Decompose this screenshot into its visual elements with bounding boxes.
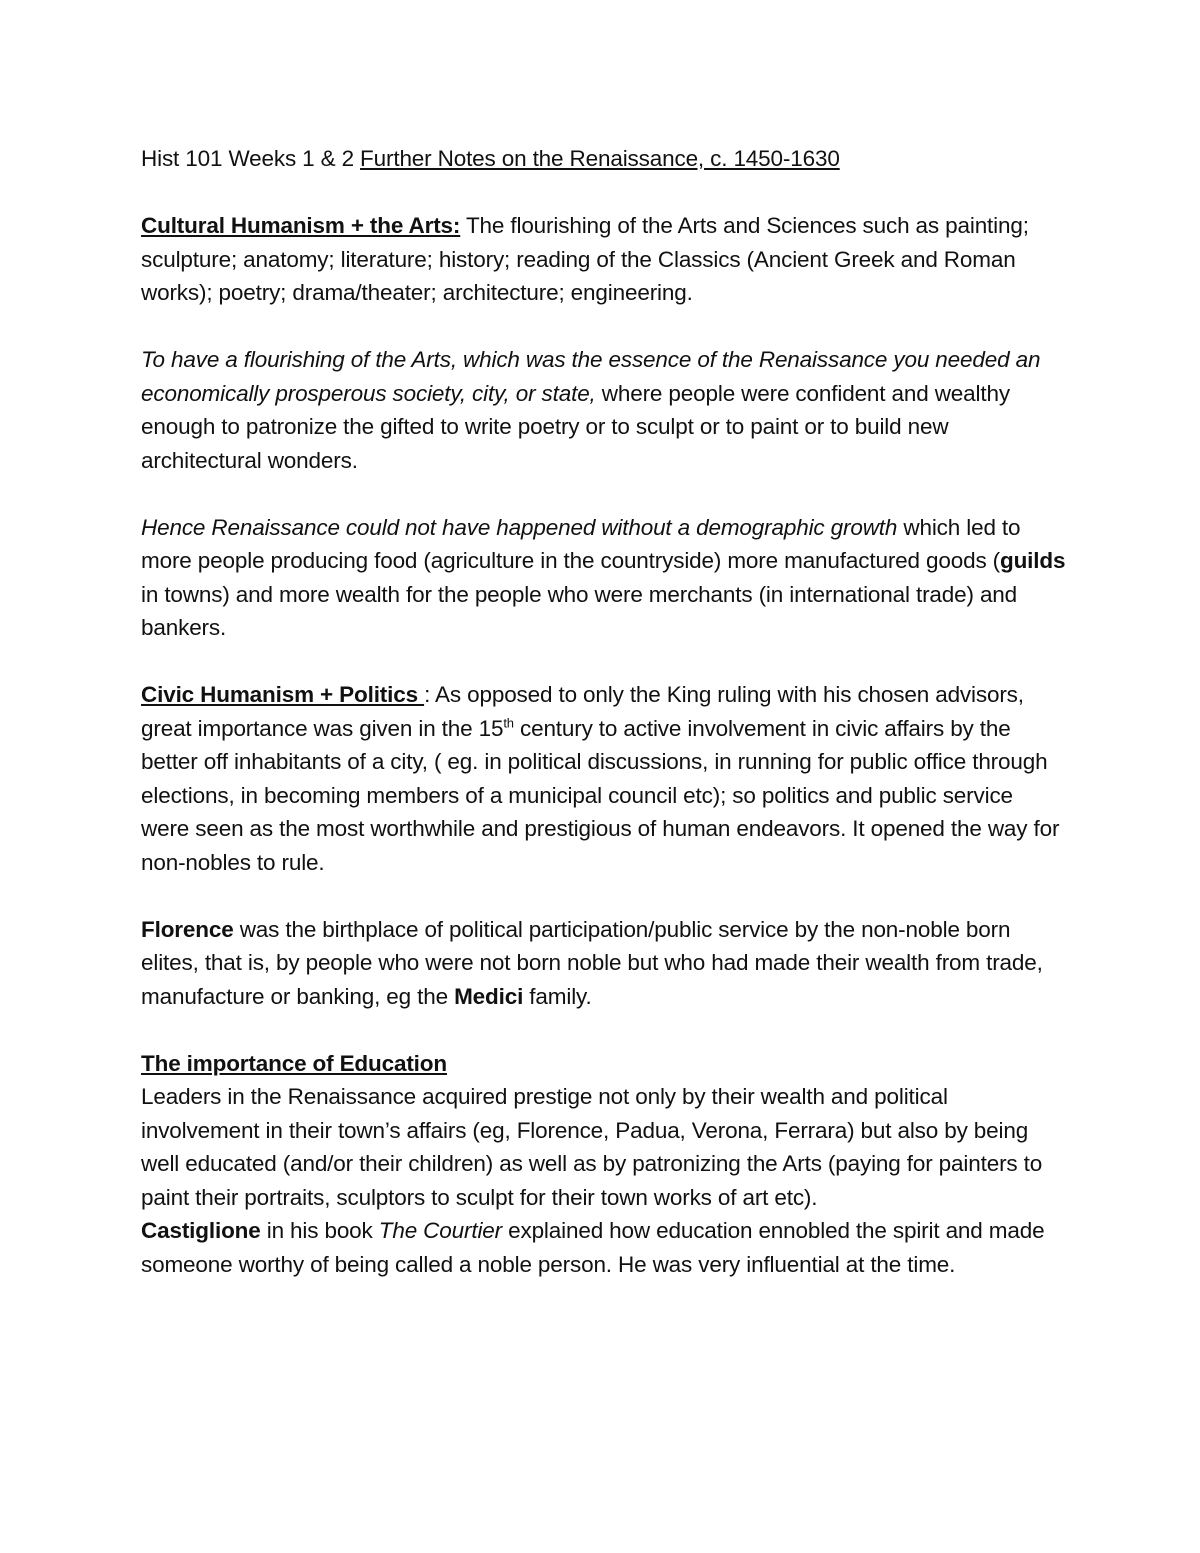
education-heading-text: The importance of Education: [141, 1050, 447, 1076]
florence-text-1: was the birthplace of political participation/public service by the non-noble born elites, that is, by people who were not born noble but who had made their wealth from trade, manufacture or banking, eg the: [141, 916, 1043, 1009]
guilds-bold: guilds: [999, 548, 1066, 573]
education-heading: [141, 1047, 1066, 1081]
civic-humanism-text-1: : As opposed to only the King ruling with his chosen advisors, great importance was given in the 15: [141, 682, 1024, 741]
civic-humanism-heading: Civic Humanism + Politics: [141, 682, 425, 707]
page-title: [141, 142, 1066, 176]
century-superscript: th: [503, 715, 514, 730]
education-paragraph: [141, 1080, 1066, 1214]
castiglione-text-1: in his book: [260, 1218, 379, 1243]
flourishing-text: where people were confident and wealthy enough to patronize the gifted to write poetry or to sculpt or to paint or to build new architectural wonders.: [141, 380, 1010, 473]
florence-paragraph: [141, 913, 1066, 1014]
flourishing-italic: To have a flourishing of the Arts, which was the essence of the Renaissance you needed an economically prosperous society, city, or state,: [141, 347, 1041, 406]
castiglione-bold: Castiglione: [141, 1218, 261, 1243]
the-courtier-italic: The Courtier: [378, 1218, 502, 1243]
florence-bold: Florence: [141, 916, 234, 942]
title-prefix: Hist 101 Weeks 1 & 2: [141, 146, 361, 171]
civic-humanism-paragraph: [141, 678, 1066, 879]
title-underlined: Further Notes on the Renaissance, c. 1450-1630: [360, 146, 840, 171]
medici-bold: Medici: [454, 983, 524, 1009]
cultural-humanism-text: The flourishing of the Arts and Sciences such as painting; sculpture; anatomy; literature; history; reading of the Classics (Ancient Greek and Roman works); poetry; drama/theater; architecture; engineering.: [141, 213, 1029, 305]
demographic-italic: Hence Renaissance could not have happened without a demographic growth: [141, 514, 898, 540]
castiglione-paragraph: [141, 1214, 1066, 1281]
document-body: [141, 142, 1066, 1281]
education-text: Leaders in the Renaissance acquired prestige not only by their wealth and political involvement in their town’s affairs (eg, Florence, Padua, Verona, Ferrara) but also by being well educated (and/or their children) as well as by patronizing the Arts (paying for painters to paint their portraits, sculptors to sculpt for their town works of art etc).: [141, 1084, 1043, 1210]
cultural-humanism-paragraph: [141, 209, 1066, 310]
florence-text-2: family.: [523, 983, 592, 1009]
flourishing-paragraph: [141, 343, 1066, 477]
demographic-text-1: which led to more people producing food (agriculture in the countryside) more manufactured goods (: [141, 514, 1021, 573]
cultural-humanism-heading: Cultural Humanism + the Arts:: [141, 213, 461, 238]
civic-humanism-text-2: century to active involvement in civic affairs by the better off inhabitants of a city, ( eg. in political discussions, in running for public office through elections, in becoming members of a municipal council etc); so politics and public service were seen as the most worthwhile and prestigious of human endeavors. It opened the way for non-nobles to rule.: [141, 715, 1060, 875]
castiglione-text-2: explained how education ennobled the spirit and made someone worthy of being called a noble person. He was very influential at the time.: [141, 1218, 1045, 1277]
demographic-text-2: in towns) and more wealth for the people who were merchants (in international trade) and bankers.: [141, 581, 1018, 640]
demographic-paragraph: [141, 511, 1066, 645]
